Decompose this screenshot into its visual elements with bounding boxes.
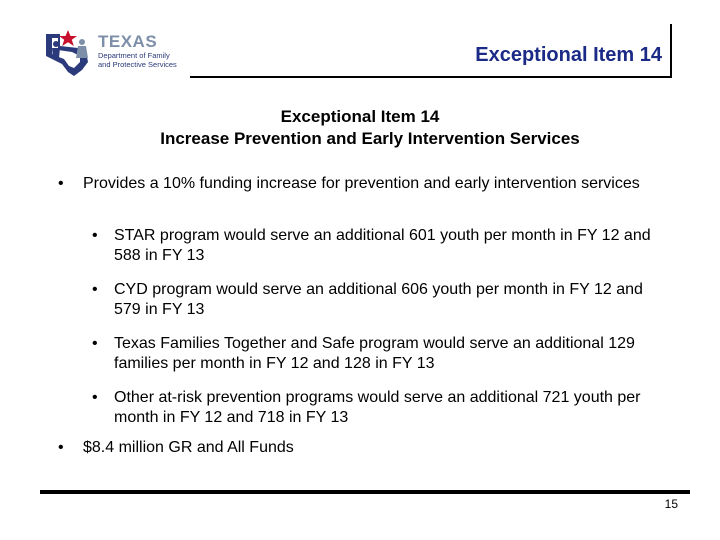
page-number: 15 bbox=[664, 497, 678, 511]
sub-bullet-text: CYD program would serve an additional 606 youth per month in FY 12 and 579 in FY 13 bbox=[114, 281, 643, 318]
header-divider bbox=[190, 76, 672, 78]
footer-divider bbox=[40, 490, 690, 494]
header-title: Exceptional Item 14 bbox=[475, 44, 662, 66]
bullet-dot: • bbox=[58, 439, 64, 456]
bullet-dot: • bbox=[92, 389, 98, 406]
slide-subtitle: Increase Prevention and Early Intervention Services bbox=[160, 129, 580, 148]
texas-map-icon bbox=[42, 28, 98, 80]
header-divider-vertical bbox=[670, 24, 672, 78]
bullet-text: $8.4 million GR and All Funds bbox=[83, 439, 294, 456]
bullet-dot: • bbox=[92, 227, 98, 244]
slide-title: Exceptional Item 14 bbox=[280, 107, 440, 126]
logo-subtitle-line2: and Protective Services bbox=[98, 59, 177, 69]
logo-subtitle bbox=[98, 52, 177, 69]
sub-bullet-text: Other at-risk prevention programs would serve an additional 721 youth per month in FY 12 and 718 in FY 13 bbox=[114, 389, 641, 426]
bullet-text: Provides a 10% funding increase for prevention and early intervention services bbox=[83, 175, 640, 192]
dfps-logo bbox=[42, 28, 187, 80]
bullet-dot: • bbox=[92, 281, 98, 298]
bullet-dot: • bbox=[92, 335, 98, 352]
bullet-dot: • bbox=[58, 175, 64, 192]
sub-bullet-text: Texas Families Together and Safe program would serve an additional 129 families per month in FY 12 and 128 in FY 13 bbox=[114, 335, 635, 372]
sub-bullet-text: STAR program would serve an additional 601 youth per month in FY 12 and 588 in FY 13 bbox=[114, 227, 651, 264]
logo-name: TEXAS bbox=[98, 32, 158, 51]
logo-subtitle-line1: Department of Family bbox=[98, 51, 170, 60]
